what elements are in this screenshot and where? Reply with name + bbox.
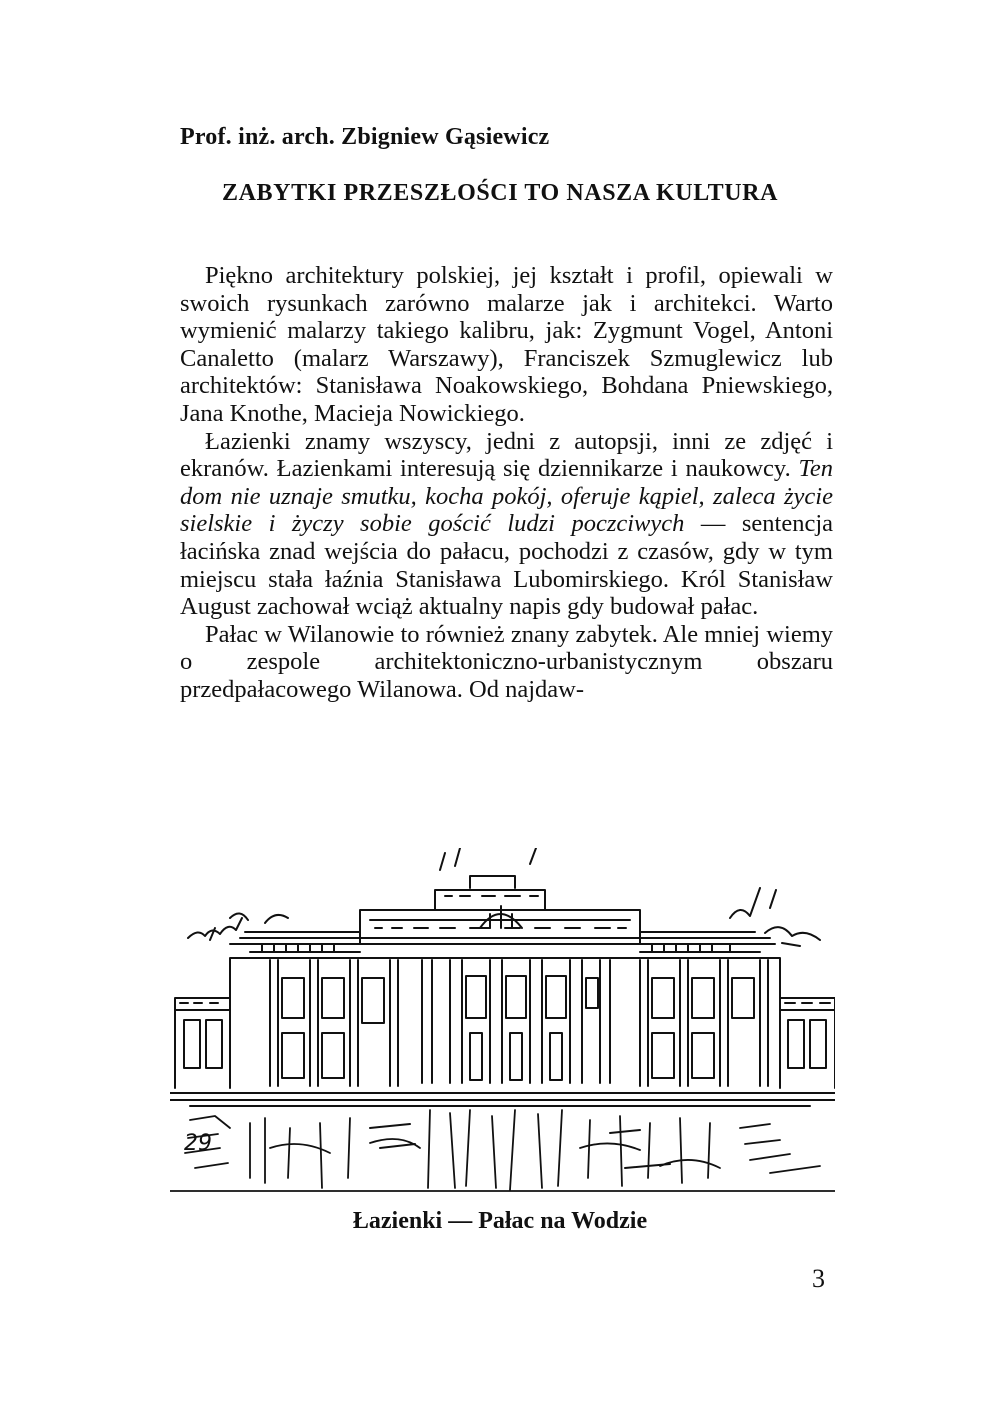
paragraph-2-text-after: — sentencja łacińska znad wejścia do pałacu, pochodzi z czasów, gdy w tym miejscu stała łaźnia Stanisława Lubomirskiego. Król Stanisław August zachował wciąż aktualny napis gdy budował pałac. [180, 510, 833, 621]
cornice [230, 932, 775, 944]
paragraph-3: Pałac w Wilanowie to również znany zabytek. Ale mniej wiemy o zespole architektoniczno-urbanistycznym obszaru przedpałacowego Wilanowa. Od najdaw- [180, 620, 833, 703]
article-body [180, 262, 833, 704]
tree-left [188, 913, 288, 940]
page-number: 3 [812, 1264, 825, 1293]
attic [432, 848, 550, 910]
portico-columns [422, 960, 610, 1083]
paragraph-1: Piękno architektury polskiej, jej kształt i profil, opiewali w swoich rysunkach zarówno malarze jak i architekci. Warto wymienić malarzy takiego kalibru, jak: Zygmunt Vogel, Antoni Canaletto (malarz Warszawy), Franciszek Szmuglewicz lub architektów: Stanisława Noakowskiego, Bohdana Pniewskiego, Jana Knothe, Macieja Nowickiego. [180, 262, 833, 427]
palace-sketch [170, 848, 835, 1193]
author-line: Prof. inż. arch. Zbigniew Gąsiewicz [180, 124, 550, 150]
paragraph-2-text-before: Łazienki znamy wszyscy, jedni z autopsji, inni ze zdjęć i ekranów. Łazienkami interesują się dziennikarze i naukowcy. [180, 427, 833, 483]
paragraph-2 [180, 428, 833, 621]
water-reflection [170, 1110, 835, 1191]
figure-caption: Łazienki — Pałac na Wodzie [352, 1208, 648, 1234]
handwritten-mark: 29 [184, 1131, 212, 1156]
latin-sentence-translation: Ten dom nie uznaje smutku, kocha pokój, oferuje kąpiel, zaleca życie sielskie i życzy sobie gościć ludzi poczciwych [180, 455, 833, 538]
article-title: ZABYTKI PRZESZŁOŚCI TO NASZA KULTURA [222, 180, 778, 206]
waterline [170, 1093, 835, 1106]
